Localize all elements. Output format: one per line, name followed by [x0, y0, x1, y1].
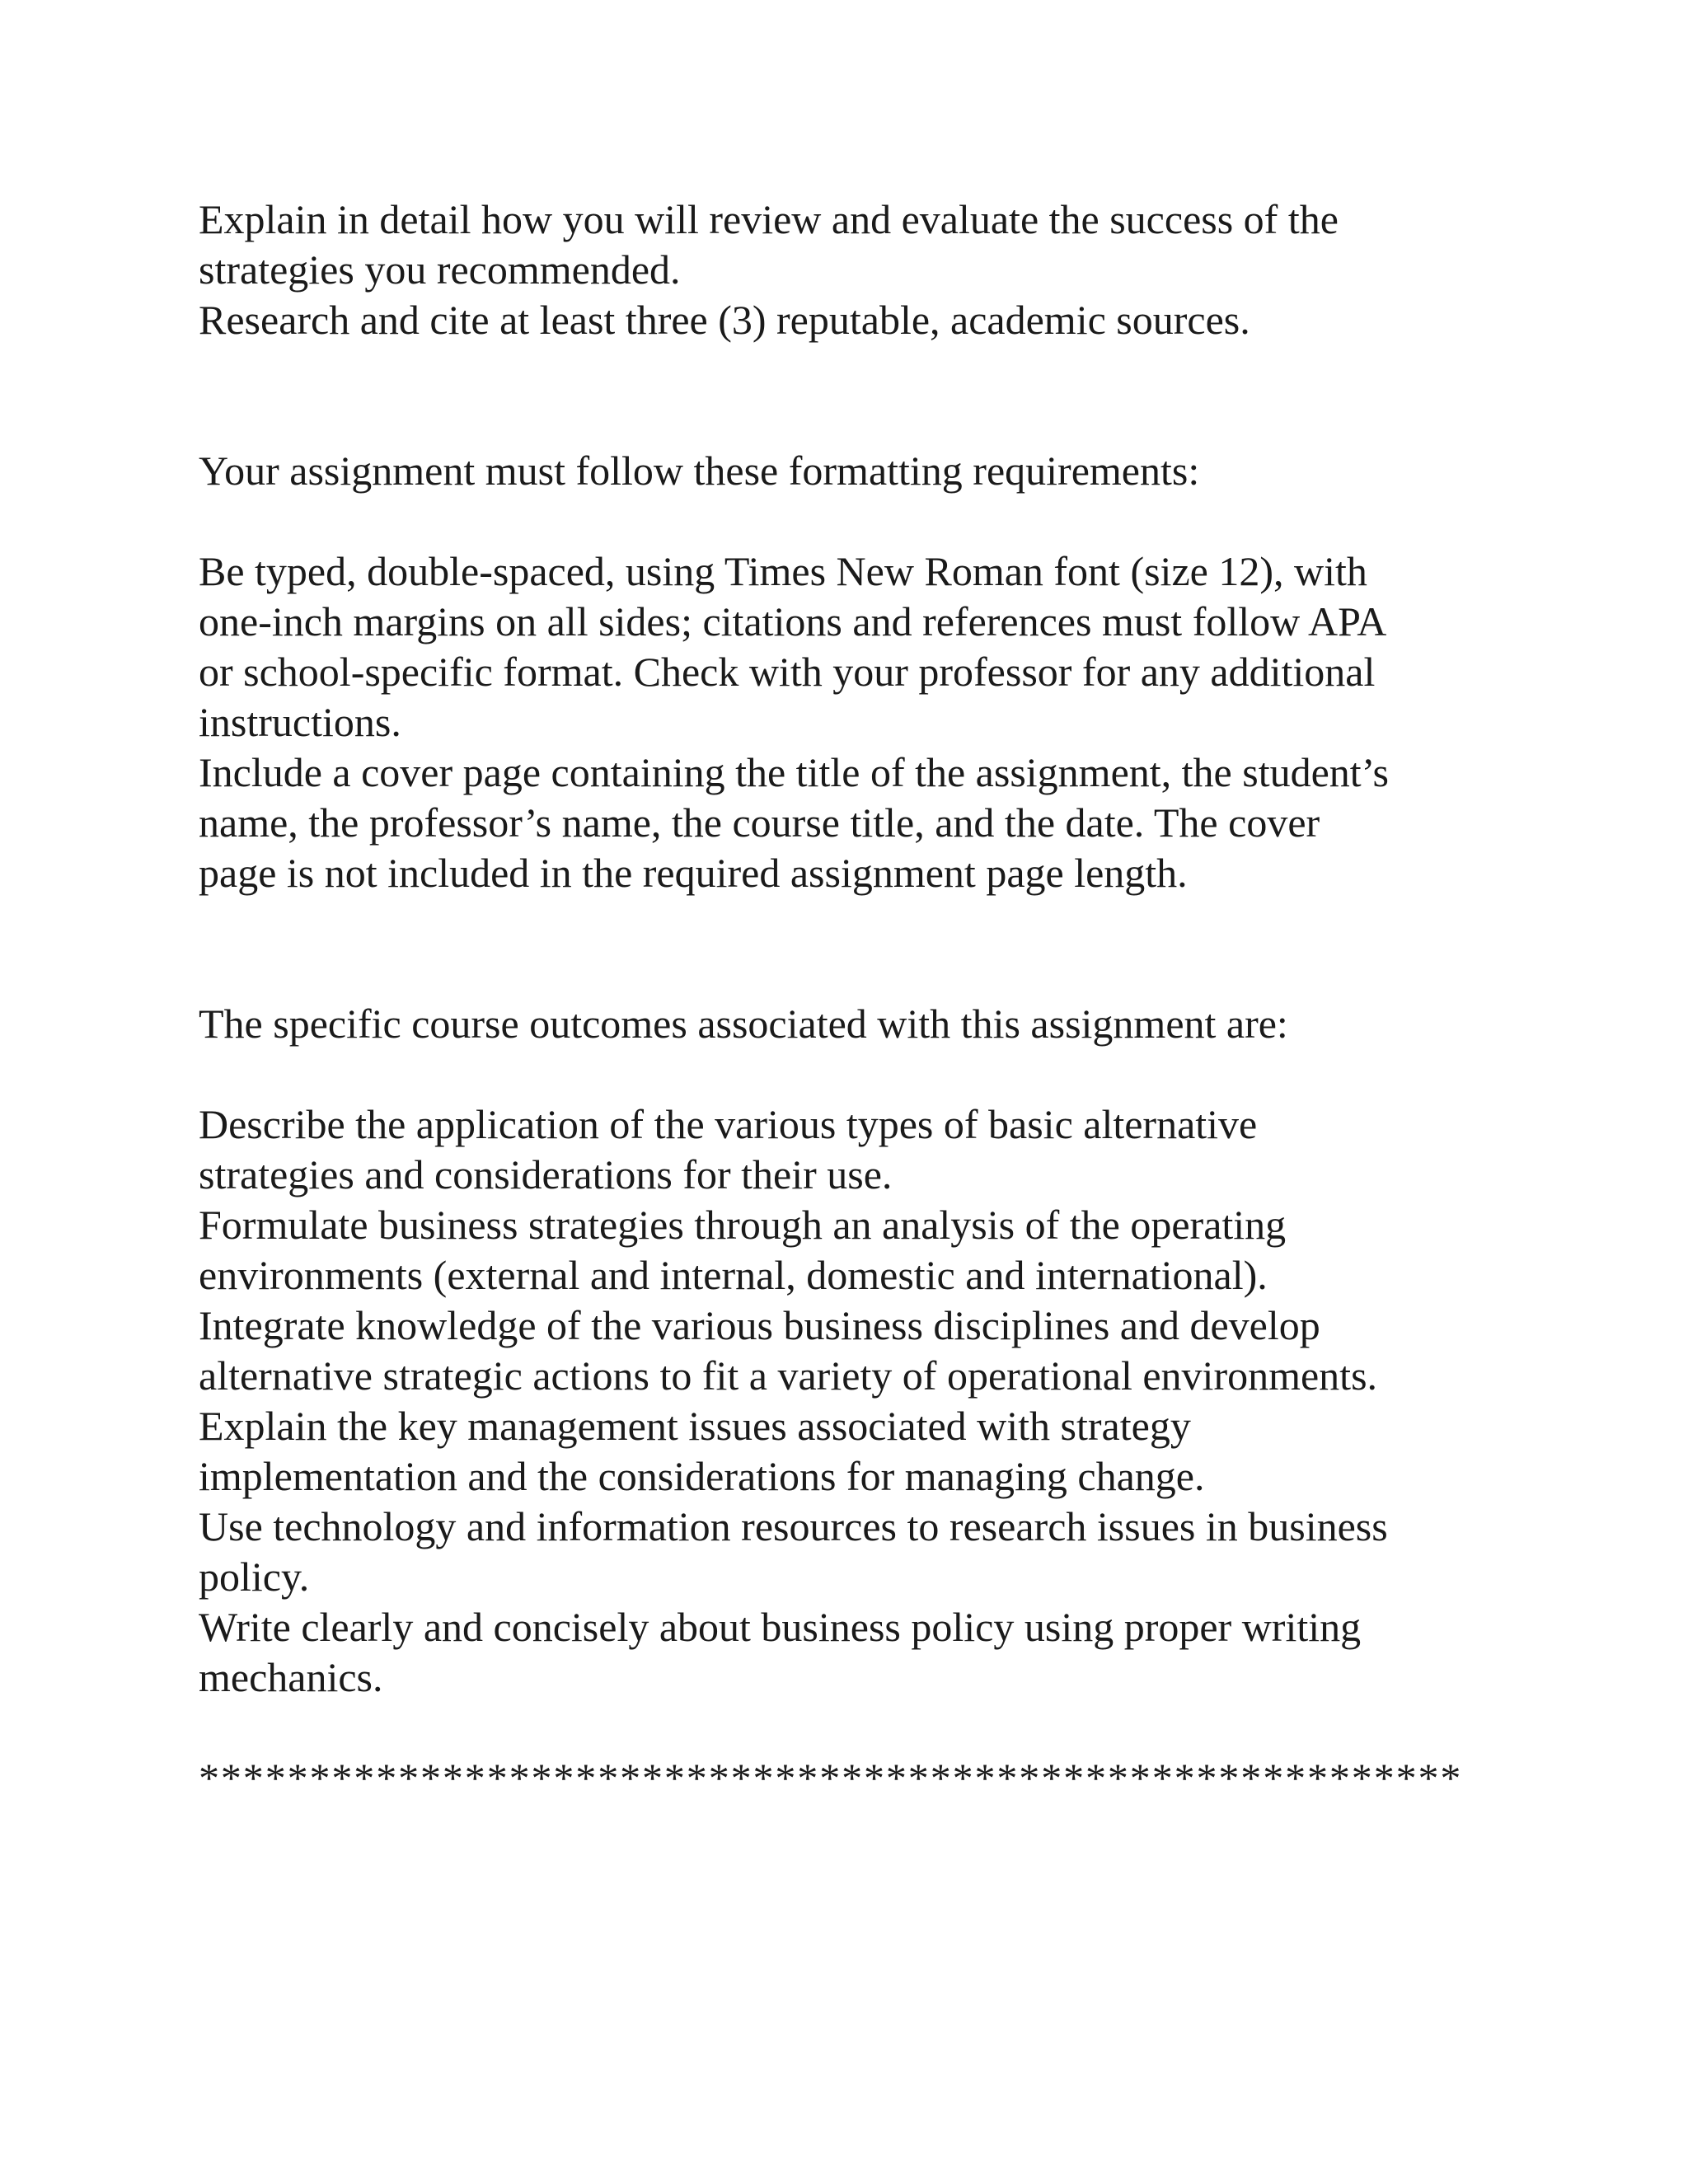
separator-line: *********************************************************	[199, 1755, 1463, 1801]
outcome-line: implementation and the considerations for managing change.	[199, 1453, 1205, 1499]
outcome-line: Explain the key management issues associated with strategy	[199, 1403, 1191, 1449]
spacer	[199, 1049, 1501, 1099]
outcome-line: environments (external and internal, domestic and international).	[199, 1252, 1268, 1298]
outcome-line: Integrate knowledge of the various business disciplines and develop	[199, 1302, 1320, 1348]
formatting-line: page is not included in the required assignment page length.	[199, 850, 1188, 896]
formatting-requirements	[199, 546, 1501, 898]
formatting-line: Be typed, double-spaced, using Times New Roman font (size 12), with	[199, 548, 1367, 594]
spacer	[199, 1703, 1501, 1753]
spacer	[199, 496, 1501, 546]
formatting-line: name, the professor’s name, the course title, and the date. The cover	[199, 799, 1320, 846]
outcome-line: Write clearly and concisely about business policy using proper writing	[199, 1604, 1362, 1650]
outcome-line: Describe the application of the various types of basic alternative	[199, 1101, 1258, 1147]
document-body	[199, 194, 1501, 1803]
intro-paragraph	[199, 194, 1501, 345]
spacer	[199, 345, 1501, 446]
outcome-line: Formulate business strategies through an analysis of the operating	[199, 1202, 1287, 1248]
formatting-line: one-inch margins on all sides; citations and references must follow APA	[199, 598, 1387, 644]
outcome-line: alternative strategic actions to fit a variety of operational environments.	[199, 1352, 1378, 1399]
formatting-line: Include a cover page containing the title of the assignment, the student’s	[199, 749, 1390, 795]
intro-line: Research and cite at least three (3) reputable, academic sources.	[199, 297, 1250, 343]
outcome-line: strategies and considerations for their use.	[199, 1151, 893, 1197]
intro-line: strategies you recommended.	[199, 246, 681, 293]
outcomes-heading: The specific course outcomes associated with this assignment are:	[199, 1001, 1288, 1047]
course-outcomes	[199, 1099, 1501, 1703]
outcome-line: Use technology and information resources to research issues in business	[199, 1503, 1388, 1549]
formatting-line: instructions.	[199, 699, 401, 745]
spacer	[199, 898, 1501, 999]
outcome-line: mechanics.	[199, 1654, 383, 1700]
formatting-heading: Your assignment must follow these formatting requirements:	[199, 448, 1200, 494]
intro-line: Explain in detail how you will review and evaluate the success of the	[199, 196, 1339, 242]
formatting-line: or school-specific format. Check with your professor for any additional	[199, 649, 1376, 695]
outcome-line: policy.	[199, 1554, 310, 1600]
